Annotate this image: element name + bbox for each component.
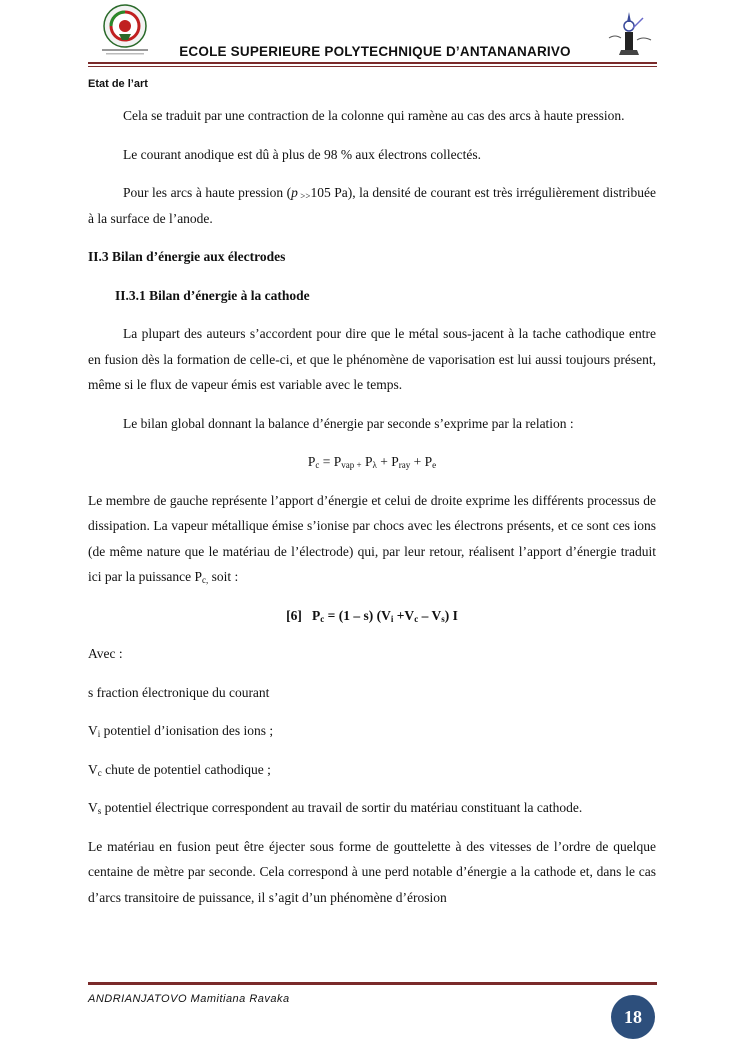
page-number-badge: 18 <box>611 995 655 1039</box>
school-logo-right-icon <box>603 8 655 60</box>
definition-item: $V_s$ potentiel électrique correspondent au travail de sortir du matériau constituant la cathode. <box>88 800 583 816</box>
document-body <box>88 103 656 923</box>
section-heading: II.3 Bilan d’énergie aux électrodes <box>88 249 286 264</box>
footer-author: ANDRIANJATOVO Mamitiana Ravaka <box>88 993 290 1005</box>
definition-item: $V_c$ chute de potentiel cathodique ; <box>88 761 271 778</box>
institution-title: ECOLE SUPERIEURE POLYTECHNIQUE D’ANTANANARIVO <box>179 44 571 59</box>
paragraph: Cela se traduit par une contraction de la colonne qui ramène au cas des arcs à haute pression. <box>123 108 625 123</box>
subsection-heading: II.3.1 Bilan d’énergie à la cathode <box>115 287 310 303</box>
header-rule <box>88 62 657 64</box>
paragraph: Le courant anodique est dû à plus de 98 % aux électrons collectés. <box>123 146 482 162</box>
paragraph: Le membre de gauche représente l’apport d’énergie et celui de droite exprime les différents processus de dissipation. La vapeur métallique émise s’ionise par chocs avec les électrons présents, et ce sont ces ions (de même nature que le matériau de l’électrode) qui, par leur retour, réalisent l’apport d’énergie traduit ici par la puissance $P_{c,}$ soit : <box>88 492 656 585</box>
paragraph: La plupart des auteurs s’accordent pour dire que le métal sous-jacent à la tache cathodique entre en fusion dès la formation de celle-ci, et que le phénomène de vaporisation est lui aussi toujours présent, même si le flux de vapeur émis est variable avec le temps. <box>88 326 656 392</box>
paragraph: Pour les arcs à haute pression (p $_{>>}$105 Pa), la densité de courant est très irrégulièrement distribuée à la surface de l’anode. <box>88 185 656 226</box>
equation-energy-balance: $P_c = P_{vap +}$ $P_\lambda + P_{ray} + P_e$ <box>307 454 437 470</box>
running-section-title: Etat de l’art <box>88 78 148 90</box>
footer-rule <box>88 982 657 985</box>
definition-item: s fraction électronique du courant <box>88 684 270 700</box>
header-rule-thin <box>88 66 657 67</box>
paragraph: Le bilan global donnant la balance d’énergie par seconde s’exprime par la relation : <box>123 415 574 431</box>
equation-cathode-power: [6] $P_c = (1 - s)$ $(V_i +V_c - V_s)$ I <box>286 607 458 624</box>
paragraph: Avec : <box>88 646 123 661</box>
definition-item: $V_i$ potentiel d’ionisation des ions ; <box>88 723 274 739</box>
paragraph: Le matériau en fusion peut être éjecter sous forme de gouttelette à des vitesses de l’ordre de quelque centaine de mètre par seconde. Cela correspond à une perd notable d’énergie a la cathode et, dans le cas d’arcs transitoire de puissance, il s’agit d’un phénomène d’érosion <box>88 838 656 905</box>
